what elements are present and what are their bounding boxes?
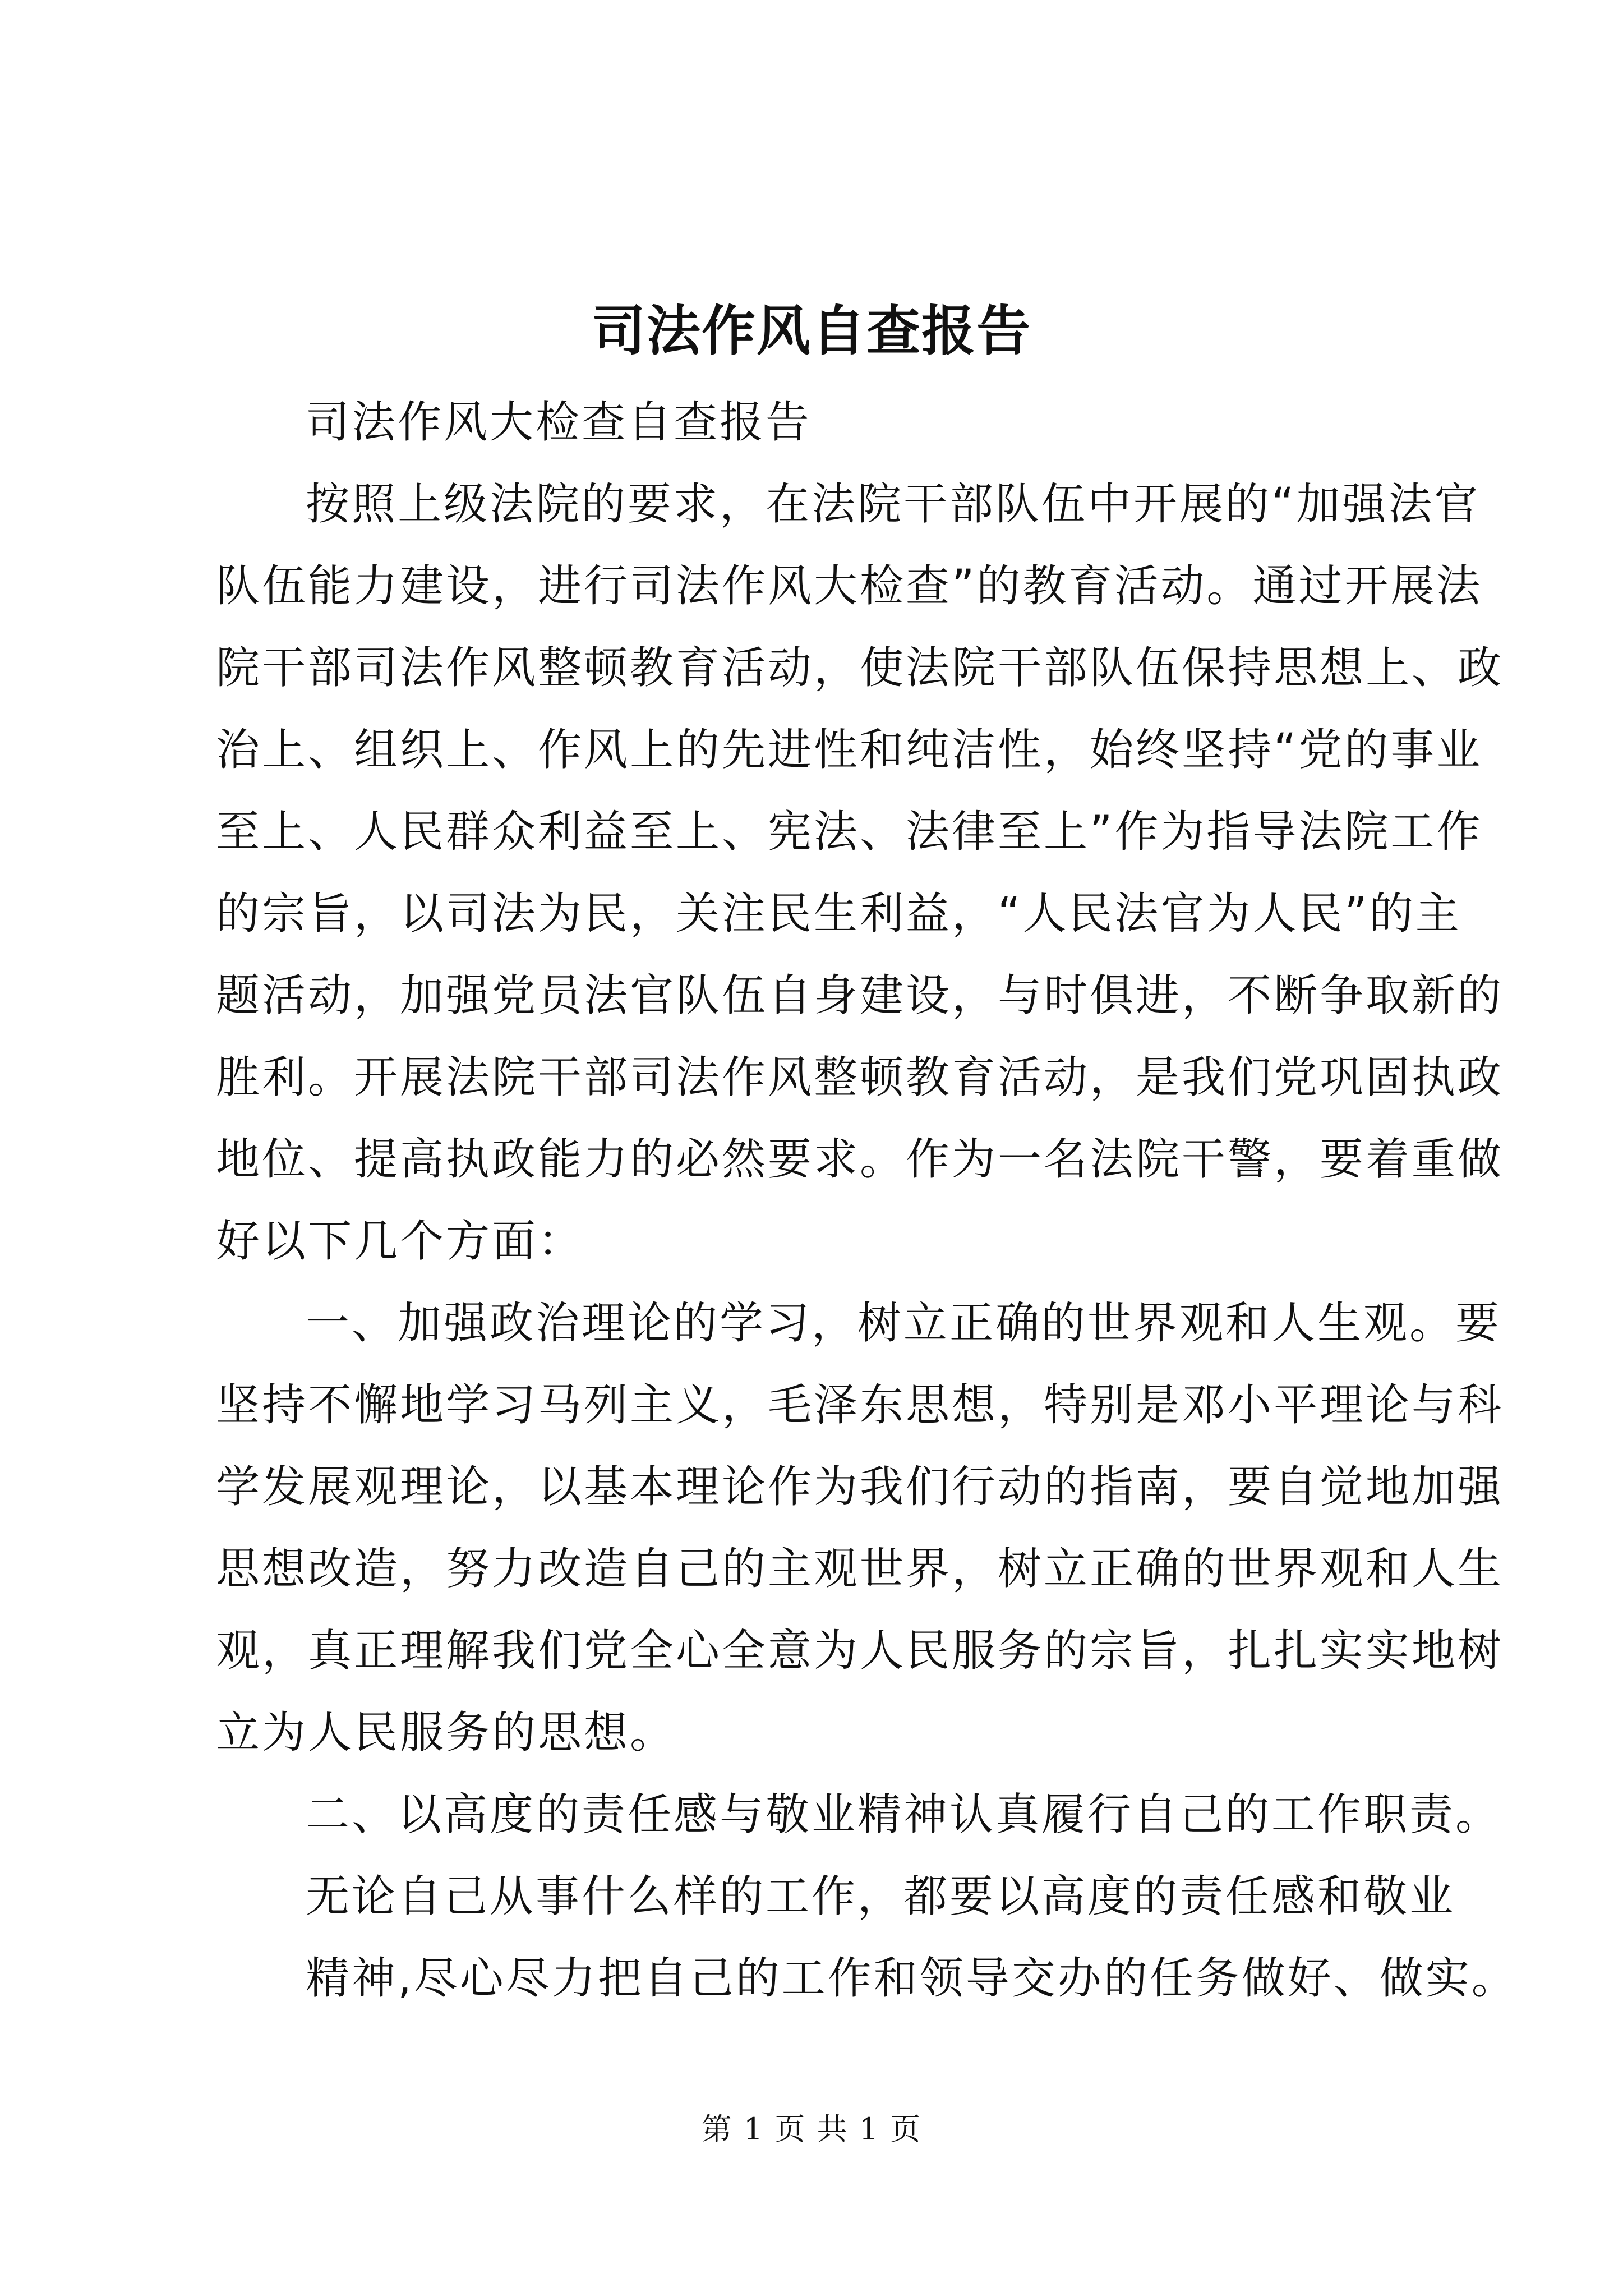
page-number-footer: 第 1 页 共 1 页 [701, 2111, 922, 2147]
body-line: 无论自己从事什么样的工作，都要以高度的责任感和敬业 [306, 1871, 1456, 1922]
document-title: 司法作风自查报告 [592, 299, 1031, 362]
body-line: 好以下几个方面： [216, 1216, 584, 1267]
body-line: 地位、提高执政能力的必然要求。作为一名法院干警，要着重做 [216, 1134, 1504, 1185]
body-line: 按照上级法院的要求，在法院干部队伍中开展的“加强法官 [306, 479, 1481, 530]
body-line: 一、加强政治理论的学习，树立正确的世界观和人生观。要 [306, 1298, 1502, 1349]
body-line: 胜利。开展法院干部司法作风整顿教育活动，是我们党巩固执政 [216, 1052, 1504, 1103]
body-line: 至上、人民群众利益至上、宪法、法律至上”作为指导法院工作 [216, 807, 1483, 857]
document-subtitle: 司法作风大检查自查报告 [306, 397, 812, 448]
body-line: 二、以高度的责任感与敬业精神认真履行自己的工作职责。 [306, 1789, 1502, 1840]
body-line: 坚持不懈地学习马列主义，毛泽东思想，特别是邓小平理论与科 [216, 1380, 1504, 1430]
body-line: 立为人民服务的思想。 [216, 1708, 676, 1758]
body-line: 治上、组织上、作风上的先进性和纯洁性，始终坚持“党的事业 [216, 725, 1483, 775]
body-line: 院干部司法作风整顿教育活动，使法院干部队伍保持思想上、政 [216, 643, 1504, 693]
body-line: 思想改造，努力改造自己的主观世界，树立正确的世界观和人生 [216, 1544, 1504, 1594]
body-line: 题活动，加强党员法官队伍自身建设，与时俱进，不断争取新的 [216, 970, 1504, 1021]
body-line: 观，真正理解我们党全心全意为人民服务的宗旨，扎扎实实地树 [216, 1626, 1504, 1676]
body-line: 精神,尽心尽力把自己的工作和领导交办的任务做好、做实。 [306, 1953, 1518, 2004]
body-line: 的宗旨，以司法为民，关注民生利益，“人民法官为人民”的主 [216, 889, 1461, 939]
body-line: 队伍能力建设，进行司法作风大检查”的教育活动。通过开展法 [216, 561, 1483, 611]
body-line: 学发展观理论，以基本理论作为我们行动的指南，要自觉地加强 [216, 1462, 1504, 1512]
